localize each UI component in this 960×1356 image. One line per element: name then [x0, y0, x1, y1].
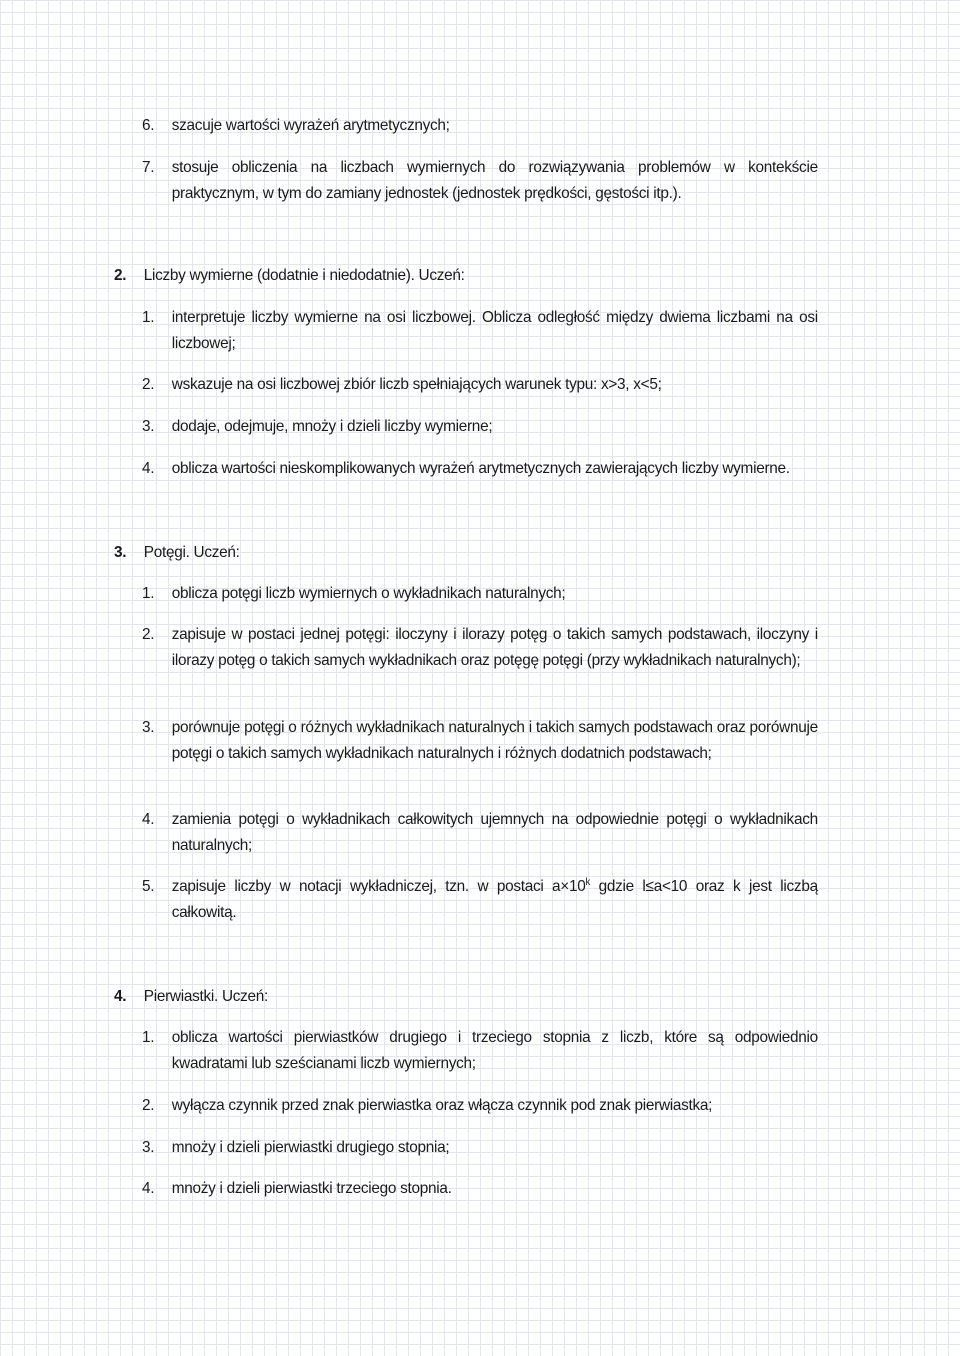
- exponent: k: [585, 877, 591, 888]
- item-text: mnoży i dzieli pierwiastki drugiego stopnia;: [171, 1139, 450, 1156]
- item-number: 2.: [142, 376, 155, 393]
- list-item: [142, 372, 818, 398]
- item-text: oblicza wartości pierwiastków drugiego i trzeciego stopnia z liczb, które są odpowiednio kwadratami lub sześcianami liczb wymiernych;: [171, 1029, 818, 1072]
- item-text-part: gdzie l≤a<10 oraz k jest liczbą całkowitą.: [171, 878, 818, 921]
- item-number: 3.: [142, 1139, 155, 1156]
- item-number: 3.: [142, 719, 155, 736]
- item-number: 4.: [142, 1180, 155, 1197]
- list-item: [142, 715, 818, 766]
- list-item: [142, 113, 818, 139]
- item-number: 2.: [142, 1097, 155, 1114]
- list-item: [142, 155, 818, 206]
- item-number: 1.: [142, 309, 155, 326]
- item-text: oblicza wartości nieskomplikowanych wyrażeń arytmetycznych zawierających liczby wymierne.: [171, 460, 790, 477]
- list-item: [142, 874, 818, 925]
- item-text: [172, 874, 818, 925]
- item-text: zamienia potęgi o wykładnikach całkowitych ujemnych na odpowiednie potęgi o wykładnikach naturalnych;: [171, 811, 818, 854]
- item-text: interpretuje liczby wymierne na osi liczbowej. Oblicza odległość między dwiema liczbami na osi liczbowej;: [171, 309, 818, 352]
- section-number: 2.: [114, 267, 127, 284]
- section-heading: [114, 263, 465, 289]
- item-number: 2.: [142, 626, 155, 643]
- item-text: szacuje wartości wyrażeń arytmetycznych;: [171, 117, 450, 134]
- item-text: dodaje, odejmuje, mnoży i dzieli liczby wymierne;: [171, 418, 493, 435]
- item-number: 1.: [142, 585, 155, 602]
- item-text: porównuje potęgi o różnych wykładnikach naturalnych i takich samych podstawach oraz porównuje potęgi o takich samych wykładnikach naturalnych i różnych dodatnich podstawach;: [171, 719, 818, 762]
- section-title: Liczby wymierne (dodatnie i niedodatnie). Uczeń:: [143, 267, 465, 284]
- list-item: [142, 456, 818, 482]
- item-number: 1.: [142, 1029, 155, 1046]
- list-item: [142, 414, 818, 440]
- item-text: oblicza potęgi liczb wymiernych o wykładnikach naturalnych;: [171, 585, 566, 602]
- section-number: 4.: [114, 988, 127, 1005]
- item-text: mnoży i dzieli pierwiastki trzeciego stopnia.: [171, 1180, 452, 1197]
- section-title: Potęgi. Uczeń:: [143, 544, 240, 561]
- section-title: Pierwiastki. Uczeń:: [143, 988, 269, 1005]
- list-item: [142, 1176, 818, 1202]
- item-number: 4.: [142, 460, 155, 477]
- item-text: wyłącza czynnik przed znak pierwiastka oraz włącza czynnik pod znak pierwiastka;: [171, 1097, 713, 1114]
- item-number: 5.: [142, 878, 155, 895]
- item-number: 3.: [142, 418, 155, 435]
- list-item: [142, 581, 818, 607]
- section-heading: [114, 540, 240, 566]
- section-number: 3.: [114, 544, 127, 561]
- item-number: 4.: [142, 811, 155, 828]
- item-text-part: zapisuje liczby w notacji wykładniczej, tzn. w postaci a×10: [171, 878, 586, 895]
- list-item: [142, 1025, 818, 1076]
- section-heading: [114, 984, 268, 1010]
- item-text: stosuje obliczenia na liczbach wymiernych do rozwiązywania problemów w kontekście praktycznym, w tym do zamiany jednostek (jednostek prędkości, gęstości itp.).: [171, 159, 818, 202]
- item-text: wskazuje na osi liczbowej zbiór liczb spełniających warunek typu: x>3, x<5;: [171, 376, 662, 393]
- item-text: zapisuje w postaci jednej potęgi: iloczyny i ilorazy potęg o takich samych podstawach, iloczyny i ilorazy potęg o takich samych wykładnikach oraz potęgę potęgi (przy wykładnikach naturalnych);: [171, 626, 818, 669]
- list-item: [142, 1135, 818, 1161]
- list-item: [142, 305, 818, 356]
- list-item: [142, 622, 818, 673]
- item-number: 7.: [142, 159, 155, 176]
- list-item: [142, 807, 818, 858]
- item-number: 6.: [142, 117, 155, 134]
- list-item: [142, 1093, 818, 1119]
